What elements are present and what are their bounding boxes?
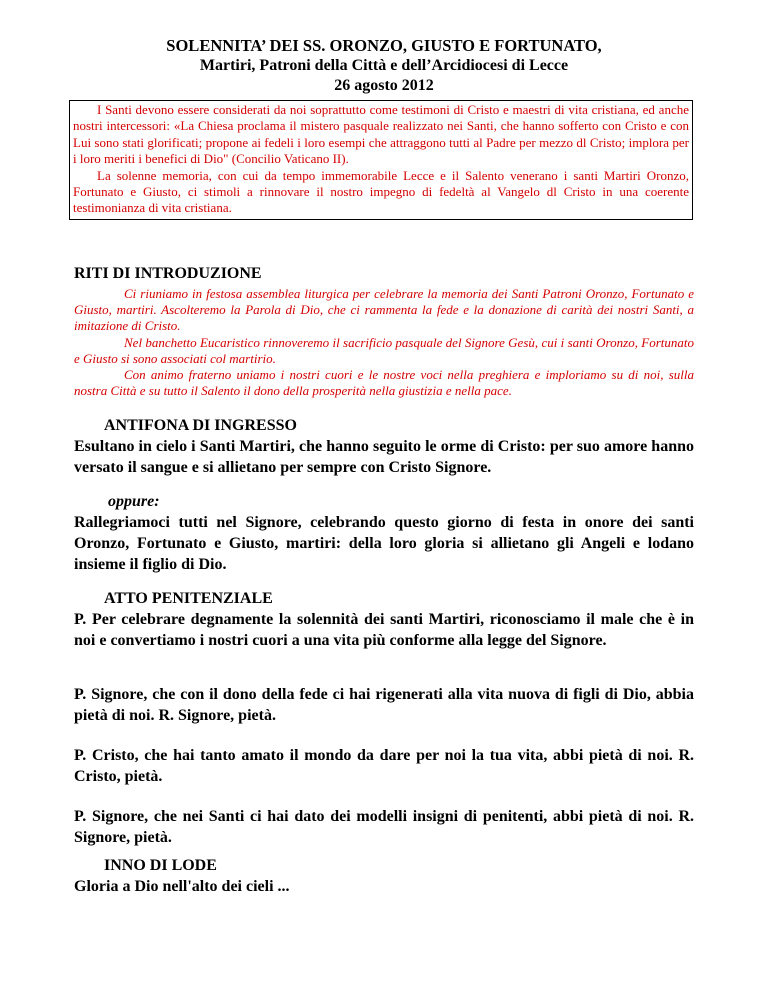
riti-paragraph-2: Nel banchetto Eucaristico rinnoveremo il sacrificio pasquale del Signore Gesù, cui i santi Oronzo, Fortunato e Giusto si sono associati col martirio.: [74, 334, 694, 366]
intro-paragraph-1: I Santi devono essere considerati da noi soprattutto come testimoni di Cristo e maestri di vita cristiana, ed anche nostri intercessori: «La Chiesa proclama il mistero pasquale realizzato nei Santi, che hanno sofferto con Cristo e con Lui sono stati glorificati; propone ai fedeli i loro esempi che attraggono tutti al Padre per mezzo dl Cristo; implora per i loro meriti i benefici di Dio" (Concilio Vaticano II).: [73, 102, 689, 167]
atto-intro: P. Per celebrare degnamente la solennità dei santi Martiri, riconosciamo il male che è in noi e convertiamo i nostri cuori a una vita più conforme alla legge del Signore.: [74, 611, 694, 649]
riti-paragraph-1: Ci riuniamo in festosa assemblea liturgica per celebrare la memoria dei Santi Patroni Oronzo, Fortunato e Giusto, martiri. Ascolteremo la Parola di Dio, che ci rammenta la fede e la donazione di carità dei nostri Santi, a imitazione di Cristo.: [74, 286, 694, 334]
antifona-alt-section: [74, 491, 694, 575]
atto-invocation-1-block: [74, 684, 694, 726]
inno-text: Gloria a Dio nell'alto dei cieli ...: [74, 878, 290, 895]
intro-box: [69, 100, 693, 220]
riti-text: [74, 286, 694, 399]
atto-invocation-2-block: [74, 745, 694, 787]
atto-section: [74, 588, 694, 651]
inno-section: [74, 855, 694, 897]
document-subtitle: Martiri, Patroni della Città e dell’Arcidiocesi di Lecce: [199, 57, 569, 74]
atto-heading: ATTO PENITENZIALE: [104, 590, 273, 607]
atto-invocation-2: P. Cristo, che hai tanto amato il mondo da dare per noi la tua vita, abbi pietà di noi. R. Cristo, pietà.: [74, 747, 694, 785]
atto-invocation-1: P. Signore, che con il dono della fede ci hai rigenerati alla vita nuova di figli di Dio, abbia pietà di noi. R. Signore, pietà.: [74, 686, 694, 724]
document-header: [74, 36, 694, 96]
riti-paragraph-3: Con animo fraterno uniamo i nostri cuori e le nostre voci nella preghiera e imploriamo su di noi, sulla nostra Città e su tutto il Salento il dono della prosperità nella giustizia e nella pace.: [74, 367, 694, 399]
document-date: 26 agosto 2012: [334, 77, 434, 94]
inno-heading: INNO DI LODE: [104, 857, 217, 874]
antifona-section: [74, 415, 694, 478]
oppure-label: oppure:: [108, 493, 160, 510]
atto-invocation-3: P. Signore, che nei Santi ci hai dato dei modelli insigni di penitenti, abbi pietà di noi. R. Signore, pietà.: [74, 808, 694, 846]
antifona-text-1: Esultano in cielo i Santi Martiri, che hanno seguito le orme di Cristo: per suo amore hanno versato il sangue e si allietano per sempre con Cristo Signore.: [74, 438, 694, 476]
antifona-heading: ANTIFONA DI INGRESSO: [104, 417, 297, 434]
intro-paragraph-2: La solenne memoria, con cui da tempo immemorabile Lecce e il Salento venerano i santi Martiri Oronzo, Fortunato e Giusto, ci stimoli a rinnovare il nostro impegno di fedeltà al Vangelo dl Cristo in una coerente testimonianza di vita cristiana.: [73, 167, 689, 216]
riti-heading: RITI DI INTRODUZIONE: [74, 265, 262, 282]
document-title: SOLENNITA’ DEI SS. ORONZO, GIUSTO E FORTUNATO,: [166, 36, 602, 55]
atto-invocation-3-block: [74, 806, 694, 848]
antifona-text-2: Rallegriamoci tutti nel Signore, celebrando questo giorno di festa in onore dei santi Oronzo, Fortunato e Giusto, martiri: della loro gloria si allietano gli Angeli e lodano insieme il figlio di Dio.: [74, 514, 694, 573]
